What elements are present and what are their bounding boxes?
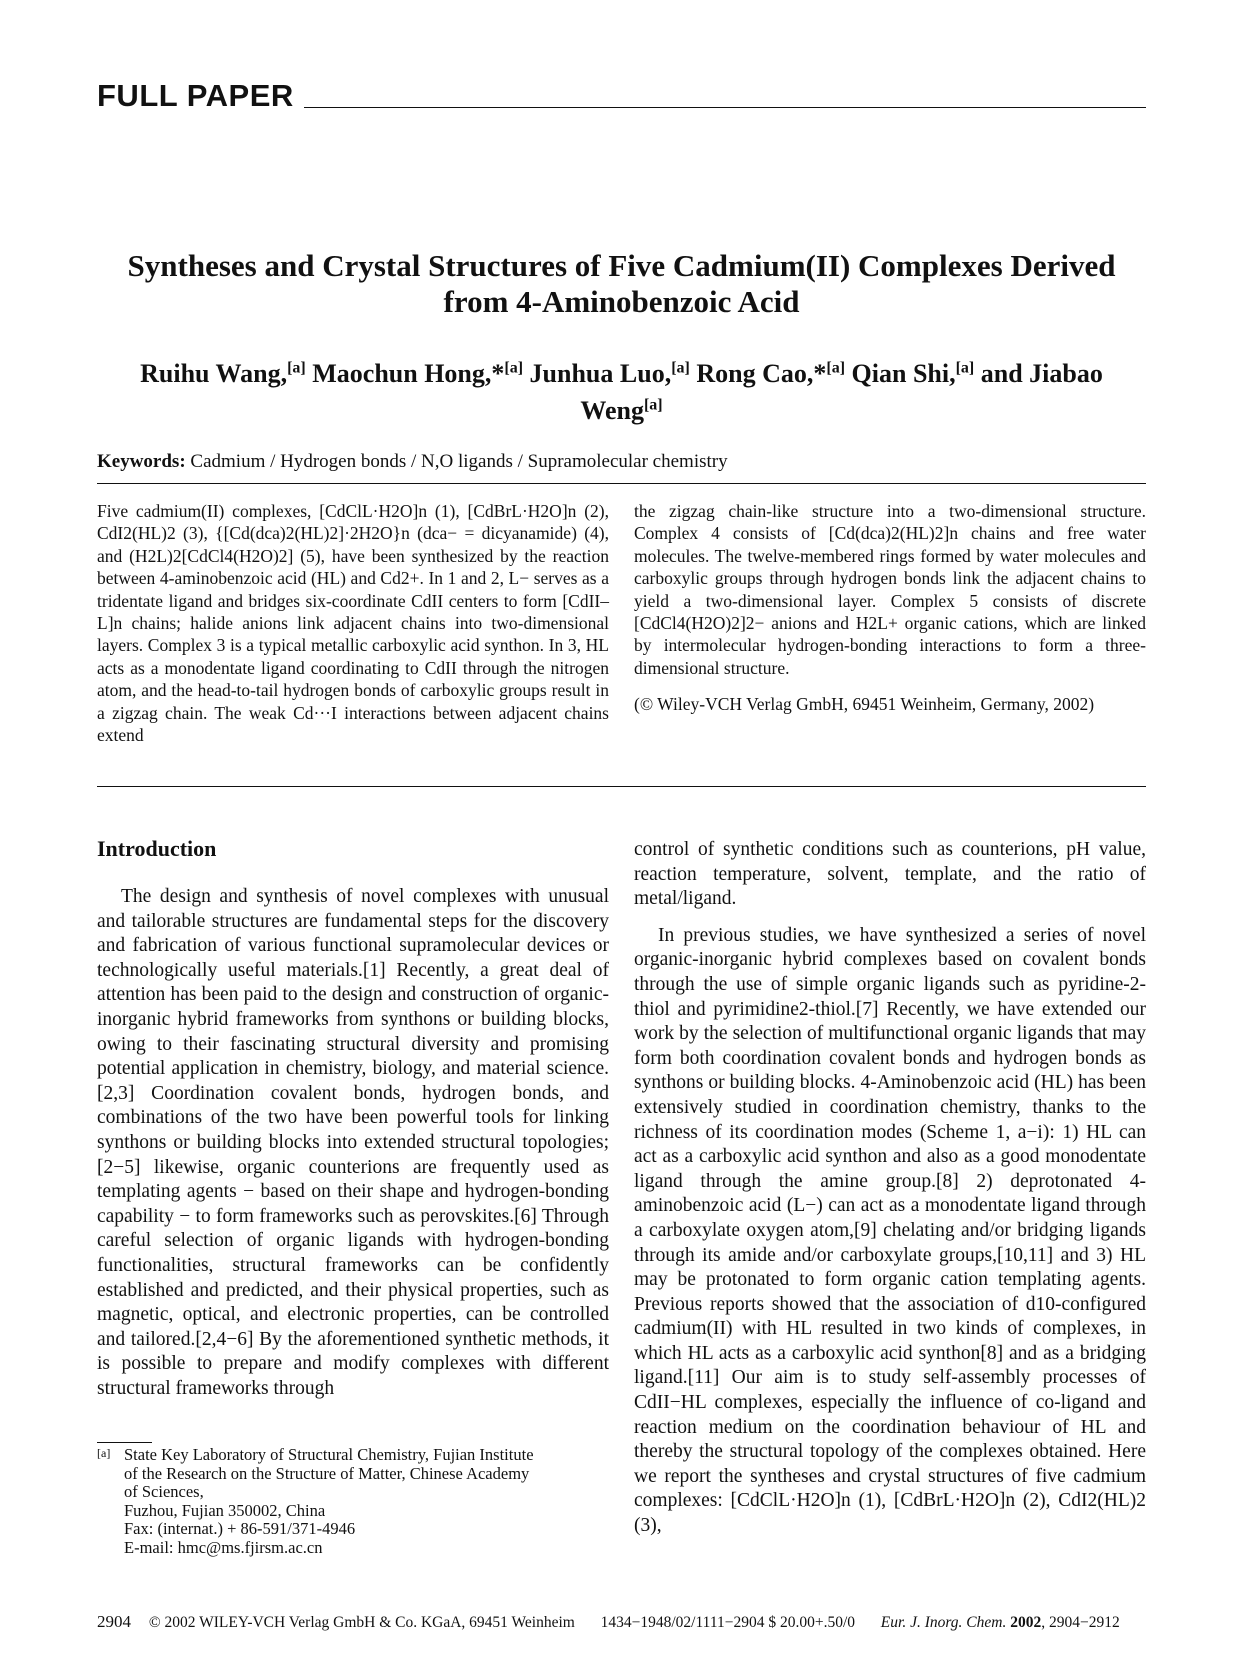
footnote-line: Fuzhou, Fujian 350002, China	[124, 1500, 326, 1520]
abstract-column-right	[634, 500, 1146, 730]
author: Qian Shi,[a]	[851, 358, 975, 388]
footnote-line: Fax: (internat.) + 86-591/371-4946	[124, 1519, 356, 1538]
footnote-line: of the Research on the Structure of Matter, Chinese Academy	[124, 1463, 530, 1483]
body-column-left	[97, 885, 609, 1401]
journal-year: 2002	[1010, 1614, 1042, 1631]
journal-name: Eur. J. Inorg. Chem.	[880, 1614, 1007, 1631]
abstract-column-left	[97, 500, 609, 760]
body-paragraph: The design and synthesis of novel complexes with unusual and tailorable structures are fundamental steps for the discovery and fabrication of various functional supramolecular devices or technologically useful materials.[1] Recently, a great deal of attention has been paid to the design and construction of organic-inorganic hybrid frameworks from synthons or building blocks, owing to their fascinating structural diversity and promising potential application in chemistry, biology, and material science.[2,3] Coordination covalent bonds, hydrogen bonds, and combinations of the two have been powerful tools for linking synthons or building blocks into extended structural topologies;[2−5] likewise, organic counterions are frequently used as templating agents − based on their shape and hydrogen-bonding capability − to form frameworks such as perovskites.[6] Through careful selection of organic ligands with hydrogen-bonding functionalities, structural frameworks can be confidently established and predicted, and their physical properties, such as magnetic, optical, and electronic properties, can be controlled and tailored.[2,4−6] By the aforementioned synthetic methods, it is possible to prepare and modify complexes with different structural frameworks through	[97, 886, 609, 1399]
journal-pages: , 2904−2912	[1041, 1614, 1120, 1631]
author: Ruihu Wang,[a]	[140, 358, 306, 388]
running-header	[97, 78, 1146, 114]
abstract-copyright: (© Wiley-VCH Verlag GmbH, 69451 Weinheim, Germany, 2002)	[634, 694, 1095, 715]
author: Junhua Luo,[a]	[529, 358, 690, 388]
footer-code: 1434−1948/02/1111−2904 $ 20.00+.50/0	[600, 1614, 856, 1631]
abstract-text: Five cadmium(II) complexes, [CdClL·H2O]n (1), [CdBrL·H2O]n (2), CdI2(HL)2 (3), {[Cd(dca)2(HL)2]·2H2O}n (dca− = dicyanamide) (4), and (H2L)2[CdCl4(H2O)2] (5), have been synthesized by the reaction between 4-aminobenzoic acid (HL) and Cd2+. In 1 and 2, L− serves as a tridentate ligand and bridges six-coordinate CdII centers to form [CdII–L]n chains; halide anions link adjacent chains into two-dimensional layers. Complex 3 is a typical metallic carboxylic acid synthon. In 3, HL acts as a monodentate ligand coordinating to CdII through the nitrogen atom, and the head-to-tail hydrogen bonds of carboxylic groups result in a zigzag chain. The weak Cd···I interactions between adjacent chains extend	[97, 501, 609, 746]
abstract-bottom-rule	[97, 786, 1146, 787]
author: Maochun Hong,*[a]	[312, 358, 524, 388]
footer-copyright: © 2002 WILEY-VCH Verlag GmbH & Co. KGaA, 69451 Weinheim	[148, 1614, 575, 1631]
author: and Jiabao Weng[a]	[580, 358, 1103, 426]
section-heading: Introduction	[97, 836, 217, 861]
keywords-line	[97, 450, 1146, 474]
abstract-top-rule	[97, 483, 1146, 484]
body-paragraph: In previous studies, we have synthesized a series of novel organic-inorganic hybrid complexes based on covalent bonds through the use of simple organic ligands such as pyridine-2-thiol and pyrimidine2-thiol.[7] Recently, we have extended our work by the selection of multifunctional organic ligands that may form both coordination covalent bonds and hydrogen bonds as synthons or building blocks. 4-Aminobenzoic acid (HL) has been extensively studied in coordination chemistry, thanks to the richness of its coordination modes (Scheme 1, a−i): 1) HL can act as a carboxylic acid synthon and also as a good monodentate ligand through the amine group.[8] 2) deprotonated 4-aminobenzoic acid (L−) can act as a monodentate ligand through a carboxylate oxygen atom,[9] chelating and/or bridging ligands through its amide and/or carboxylate groups,[10,11] and 3) HL may be protonated to form organic cation templating agents. Previous reports showed that the association of d10-configured cadmium(II) with HL resulted in two kinds of complexes, in which HL acts as a carboxylic acid synthon[8] and as a bridging ligand.[11] Our aim is to study self-assembly processes of CdII−HL complexes, especially the influence of co-ligand and reaction medium on the coordination behaviour of HL and thereby the structural topology of the complexes obtained. Here we report the syntheses and crystal structures of five cadmium complexes: [CdClL·H2O]n (1), [CdBrL·H2O]n (2), CdI2(HL)2 (3),	[634, 924, 1146, 1537]
footnote-line: State Key Laboratory of Structural Chemistry, Fujian Institute	[124, 1445, 534, 1464]
keywords-text: Cadmium / Hydrogen bonds / N,O ligands / Supramolecular chemistry	[190, 451, 728, 472]
author-list	[97, 352, 1146, 427]
author: Rong Cao,*[a]	[696, 358, 846, 388]
body-paragraph: control of synthetic conditions such as counterions, pH value, reaction temperature, solvent, template, and the ratio of metal/ligand.	[634, 839, 1146, 910]
footnote-rule	[97, 1442, 152, 1443]
paper-title: Syntheses and Crystal Structures of Five Cadmium(II) Complexes Derived from 4-Aminobenzoic Acid	[127, 248, 1116, 319]
section-label: FULL PAPER	[97, 78, 294, 113]
footnote-line: of Sciences,	[124, 1482, 204, 1501]
affiliation-footnote	[97, 1446, 609, 1557]
keywords-label: Keywords:	[97, 451, 186, 472]
footnote-email: E-mail: hmc@ms.fjirsm.ac.cn	[124, 1537, 323, 1557]
footnote-marker: [a]	[97, 1446, 111, 1460]
page-number: 2904	[97, 1612, 131, 1631]
body-column-right	[634, 838, 1146, 1539]
abstract-text: the zigzag chain-like structure into a two-dimensional structure. Complex 4 consists of [Cd(dca)2(HL)2]n chains and free water molecules. The twelve-membered rings formed by water molecules and carboxylic groups through hydrogen bonds link the adjacent chains to yield a two-dimensional layer. Complex 5 consists of discrete [CdCl4(H2O)2]2− anions and H2L+ organic cations, which are linked by intermolecular hydrogen-bonding interactions to form a three-dimensional structure.	[634, 501, 1146, 678]
page-footer	[97, 1612, 1146, 1633]
header-rule	[304, 107, 1146, 108]
